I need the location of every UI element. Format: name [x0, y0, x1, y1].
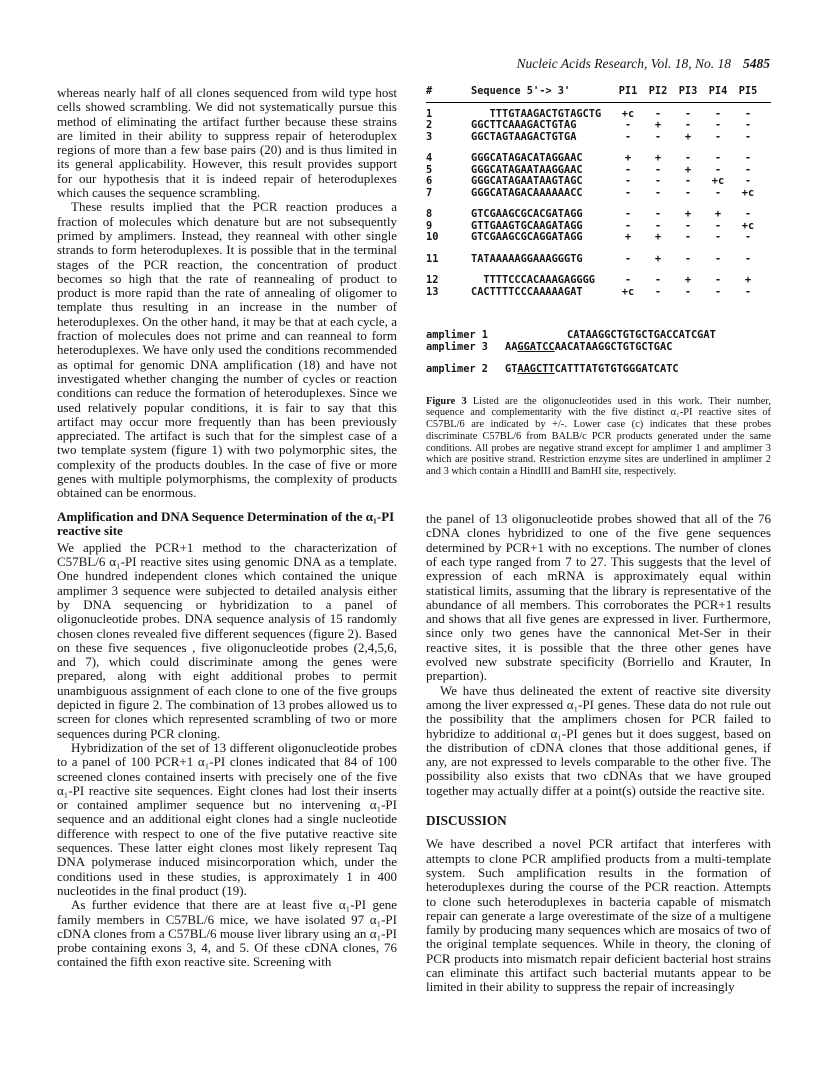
- probe-reactivity: -: [714, 252, 722, 265]
- probe-reactivity: -: [714, 186, 722, 199]
- probe-sequence: CACTTTTCCCAAAAAGAT: [471, 285, 583, 298]
- probe-sequence: GGGCATAGACATAGGAAC: [471, 152, 583, 164]
- table-row: [426, 188, 771, 200]
- probe-reactivity: -: [714, 231, 722, 243]
- probe-reactivity: -: [624, 119, 632, 131]
- probe-sequence: GTCGAAGCGCACGATAGG: [471, 208, 583, 220]
- probe-reactivity: -: [654, 208, 662, 220]
- probe-reactivity: -: [624, 163, 632, 176]
- sequence-suffix: CATTTATGTGTGGGATCATC: [554, 363, 679, 375]
- amplimer-list: [426, 330, 771, 376]
- probe-reactivity: -: [744, 107, 752, 120]
- probe-group: [426, 109, 771, 144]
- paragraph: Hybridization of the set of 13 different oligonucleotide probes to a panel of 100 PCR+1 α₁-PI clones indicated that 84 of 100 screened clones contained inserts with precisely one of the five α₁-PI reactive site sequences. Eight clones had lost their inserts or contained amplimer sequence but no intervening α₁-PI sequence and an additional eight clones had a single nucleotide difference with respect to one of the five putative reactive site sequences. These latter eight clones most likely represent Taq DNA polymerase induced misincorporation which, under the conditions used in these studies, is approximately 1 in 400 nucleotides in the final product (19).: [57, 739, 397, 898]
- discussion-heading: DISCUSSION: [426, 813, 507, 829]
- amplimer-label: amplimer 3: [426, 340, 488, 353]
- left-column: [57, 86, 397, 970]
- probe-reactivity: -: [684, 219, 692, 232]
- probe-number: 11: [426, 252, 439, 265]
- right-column-text: [426, 512, 771, 995]
- probe-reactivity: -: [744, 252, 752, 265]
- paragraph: the panel of 13 oligonucleotide probes showed that all of the 76 cDNA clones hybridized to one of the five gene sequences determined by PCR+1 with no exceptions. The number of clones of each type ranged from 7 to 27. This suggests that the level of expression of each mRNA is approximately equal within statistical limits, assuming that the library is representative of the abundance of all members. This corroborates the PCR+1 results and shows that all five genes are expressed in liver. Furthermore, since only two genes have the cannonical Met-Ser in their reactive sites, it is possible that the three other genes have evolved new substrate specificity (Borriello and Krauter, In prepartion).: [426, 511, 771, 684]
- amplimer-line: [426, 364, 771, 376]
- probe-number: 9: [426, 219, 433, 232]
- probe-reactivity: +c: [741, 219, 755, 232]
- probe-sequence: TTTGTAAGACTGTAGCTG: [471, 107, 602, 120]
- probe-group: [426, 153, 771, 199]
- probe-reactivity: -: [684, 231, 692, 243]
- column-header-number: #: [426, 85, 433, 97]
- probe-reactivity: -: [684, 186, 692, 199]
- probe-reactivity: -: [744, 285, 752, 298]
- probe-reactivity: -: [714, 119, 722, 131]
- probe-sequence: GTTGAAGTGCAAGATAGG: [471, 219, 583, 232]
- probe-reactivity: -: [624, 130, 632, 143]
- probe-reactivity: +c: [741, 186, 755, 199]
- probe-sequence: GGGCATAGAATAAGTAGC: [471, 175, 583, 187]
- probe-reactivity: -: [624, 252, 632, 265]
- figure-caption-text: Listed are the oligonucleotides used in this work. Their number, sequence and complementarity with the five distinct α₁-PI reactive sites of C57BL/6 are indicated by +/-. Lower case (c) indicates that these probes discriminate C57BL/6 from BALB/c PCR products generated under the same conditions. All probes are negative strand except for amplimer 1 and amplimer 3 which are positive strand. Restriction enzyme sites are underlined in amplimer 2 and 3 which contain a HindIII and BamHI site, respectively.: [426, 395, 771, 478]
- table-row: [426, 120, 771, 132]
- probe-sequence: GGCTTCAAAGACTGTAG: [471, 119, 577, 131]
- column-header-sequence: Sequence 5'-> 3': [471, 85, 571, 97]
- probe-reactivity: +: [654, 152, 662, 164]
- restriction-site: AAGCTT: [517, 363, 555, 375]
- probe-number: 5: [426, 163, 433, 176]
- sequence-prefix: GT: [505, 363, 518, 375]
- probe-reactivity: +: [654, 231, 662, 243]
- probe-sequence: GGCTAGTAAGACTGTGA: [471, 130, 577, 143]
- probe-reactivity: -: [624, 175, 632, 187]
- column-header-pi2: PI2: [648, 85, 668, 97]
- probe-number: 4: [426, 152, 433, 164]
- probe-reactivity: -: [654, 175, 662, 187]
- column-header-pi1: PI1: [618, 85, 638, 97]
- probe-reactivity: +c: [621, 107, 635, 120]
- amplimer-sequence: [505, 364, 679, 376]
- probe-reactivity: -: [624, 219, 632, 232]
- amplimer-label: amplimer 2: [426, 363, 488, 375]
- table-row: [426, 275, 771, 287]
- right-column: [426, 86, 771, 995]
- table-header-row: [426, 86, 771, 103]
- probe-reactivity: -: [744, 175, 752, 187]
- paragraph: whereas nearly half of all clones sequenced from wild type host cells showed scrambling. We did not systematically pursue this method of eliminating the artifact further because these strains are limited in their ability to suppress repair of heteroduplex regions of more than a few base pairs (20) and is thus limited in its general applicability. However, this result provides support for our hypothesis that it is indeed repair of heteroduplexes which causes the sequence scrambling.: [57, 85, 397, 201]
- probe-reactivity: -: [684, 152, 692, 164]
- probe-group: [426, 275, 771, 298]
- probe-reactivity: -: [654, 219, 662, 232]
- probe-number: 1: [426, 107, 433, 120]
- probe-reactivity: -: [654, 186, 662, 199]
- probe-reactivity: -: [714, 152, 722, 164]
- figure3-oligo-table: [426, 86, 771, 376]
- probe-sequence: GTCGAAGCGCAGGATAGG: [471, 231, 583, 243]
- probe-reactivity: +c: [621, 285, 635, 298]
- probe-sequence: GGGCATAGACAAAAAACC: [471, 186, 583, 199]
- restriction-site: GGATCC: [517, 340, 555, 353]
- probe-reactivity: -: [654, 274, 662, 286]
- probe-reactivity: -: [624, 274, 632, 286]
- paragraph: We have thus delineated the extent of reactive site diversity among the liver expressed α₁-PI genes. These data do not rule out the possibility that the amplimers chosen for PCR failed to hybridize to additional α₁-PI genes but it does suggest, based on the distribution of cDNA clones that those additional genes, if any, are not expressed to levels comparable to the other five. The possibility also exists that two cDNAs that we have grouped together may actually differ at a point(s) outside the reactive site.: [426, 682, 771, 798]
- probe-reactivity: +: [654, 252, 662, 265]
- probe-reactivity: -: [684, 285, 692, 298]
- probe-reactivity: +: [624, 152, 632, 164]
- probe-sequence: TTTTCCCACAAAGAGGGG: [471, 274, 595, 286]
- sequence-prefix: AA: [505, 340, 518, 353]
- probe-reactivity: -: [744, 208, 752, 220]
- page-number: 5485: [743, 56, 770, 71]
- figure-caption-label: Figure 3: [426, 395, 467, 407]
- amplimer-sequence: [505, 342, 672, 354]
- probe-number: 12: [426, 274, 439, 286]
- probe-reactivity: +: [684, 274, 692, 286]
- probe-number: 10: [426, 231, 439, 243]
- probe-reactivity: -: [654, 107, 662, 120]
- probe-reactivity: +: [624, 231, 632, 243]
- probe-reactivity: -: [684, 175, 692, 187]
- table-row: [426, 176, 771, 188]
- probe-reactivity: +: [684, 130, 692, 143]
- running-head: [517, 56, 770, 72]
- paragraph: We have described a novel PCR artifact that interferes with attempts to clone PCR amplified products from a multi-template system. Such amplification results in the formation of heteroduplexes during the course of the PCR reaction. Attempts to clone such heteroduplexes in bacteria capable of mismatch repair can generate a large overestimate of the size of a multigene family by producing many sequences which are mosaics of two of the original template sequences. While in theory, the cloning of PCR products into mismatch repair deficient bacterial host strains can eliminate this artifact such bacterial mutants appear to be limited in their ability to suppress the repair of increasingly: [426, 836, 771, 995]
- probe-reactivity: -: [714, 107, 722, 120]
- probe-reactivity: -: [654, 163, 662, 176]
- probe-number: 13: [426, 285, 439, 298]
- table-row: [426, 232, 771, 244]
- probe-reactivity: +: [744, 274, 752, 286]
- probe-reactivity: +: [654, 119, 662, 131]
- probe-reactivity: -: [714, 274, 722, 286]
- section-heading: Amplification and DNA Sequence Determination of the α₁-PI reactive site: [57, 508, 395, 539]
- probe-sequence: GGGCATAGAATAAGGAAC: [471, 163, 583, 176]
- paragraph: We applied the PCR+1 method to the characterization of C57BL/6 α₁-PI reactive sites using genomic DNA as a template. One hundred independent clones which contained the unique amplimer 3 sequence were subjected to detailed analysis either by DNA sequencing or hybridization to a panel of oligonucleotide probes. DNA sequence analysis of 15 randomly chosen clones revealed five different sequences (figure 2). Based on these five sequences , five oligonucleotide probes (2,4,5,6, and 7), which could discriminate among the genes were prepared, along with eight additional probes to permit unambiguous assignment of each clone to one of the five groups depicted in figure 2. The combination of 13 probes allowed us to screen for clones which represented scrambling of two or more sequences during PCR cloning.: [57, 539, 397, 741]
- sequence-suffix: AACATAAGGCTGTGCTGAC: [554, 340, 673, 353]
- probe-reactivity: -: [654, 285, 662, 298]
- probe-number: 7: [426, 186, 433, 199]
- amplimer-line: [426, 342, 771, 354]
- probe-reactivity: -: [714, 130, 722, 143]
- probe-reactivity: -: [744, 152, 752, 164]
- probe-reactivity: -: [744, 231, 752, 243]
- column-header-pi3: PI3: [678, 85, 698, 97]
- paragraph: As further evidence that there are at least five α₁-PI gene family members in C57BL/6 mice, we have isolated 97 α₁-PI cDNA clones from a C57BL/6 mouse liver library using an α₁-PI probe containing exons 3, 4, and 5. Of these cDNA clones, 76 contained the fifth exon reactive site. Screening with: [57, 897, 397, 970]
- column-header-pi5: PI5: [738, 85, 758, 97]
- table-row: [426, 209, 771, 221]
- probe-number: 2: [426, 119, 433, 131]
- figure-caption: [426, 396, 771, 479]
- column-header-pi4: PI4: [708, 85, 728, 97]
- probe-group: [426, 254, 771, 266]
- probe-reactivity: -: [624, 186, 632, 199]
- probe-reactivity: -: [624, 208, 632, 220]
- probe-number: 6: [426, 175, 433, 187]
- probe-reactivity: -: [684, 107, 692, 120]
- table-row: [426, 287, 771, 299]
- probe-number: 3: [426, 130, 433, 143]
- table-row: [426, 132, 771, 144]
- probe-reactivity: -: [714, 163, 722, 176]
- probe-reactivity: -: [714, 219, 722, 232]
- probe-reactivity: -: [744, 130, 752, 143]
- probe-reactivity: -: [714, 285, 722, 298]
- sequence-prefix: CATAAGGCTGTGCTGACCATCGAT: [505, 329, 716, 341]
- amplimer-label: amplimer 1: [426, 329, 488, 341]
- probe-reactivity: -: [684, 119, 692, 131]
- probe-reactivity: +: [684, 208, 692, 220]
- probe-sequence: TATAAAAAGGAAAGGGTG: [471, 252, 583, 265]
- table-row: [426, 254, 771, 266]
- probe-reactivity: -: [744, 119, 752, 131]
- probe-number: 8: [426, 208, 433, 220]
- paragraph: These results implied that the PCR reaction produces a fraction of molecules which denature but are not subsequently primed by amplimers. Instead, they reanneal with other single strands to form heteroduplexes. It is possible that in the terminal stages of the PCR reaction, the concentration of product becomes so high that the rate of reannealing of product to product is more rapid than the rate of annealing of oligomer to template thus resulting in an increase in the number of heteroduplexes. On the other hand, it may be that at each cycle, a fraction of molecules does not prime and can reanneal to form heteroduplexes. We have only used the conditions recommended as optimal for genomic DNA amplification (18) and have not investigated whether changing the number of cycles or reaction conditions can reduce the formation of heteroduplexes. Since we used relatively popular conditions, it is fair to say that this artifact may occur more frequently than has been previously appreciated. The artifact is such that for the simplest case of a two template system (figure 1) with two polymorphic sites, the complexity of the products doubles. In the case of five or more genes with multiple polymorphisms, the complexity of products obtained can be enormous.: [57, 199, 397, 501]
- table-row: [426, 153, 771, 165]
- probe-reactivity: +: [684, 163, 692, 176]
- probe-reactivity: -: [744, 163, 752, 176]
- probe-group: [426, 209, 771, 244]
- probe-reactivity: +: [714, 208, 722, 220]
- journal-title: Nucleic Acids Research, Vol. 18, No. 18: [516, 56, 731, 71]
- probe-reactivity: -: [654, 130, 662, 143]
- probe-reactivity: +c: [711, 175, 725, 187]
- probe-reactivity: -: [684, 252, 692, 265]
- oligo-table-rows: [426, 109, 771, 299]
